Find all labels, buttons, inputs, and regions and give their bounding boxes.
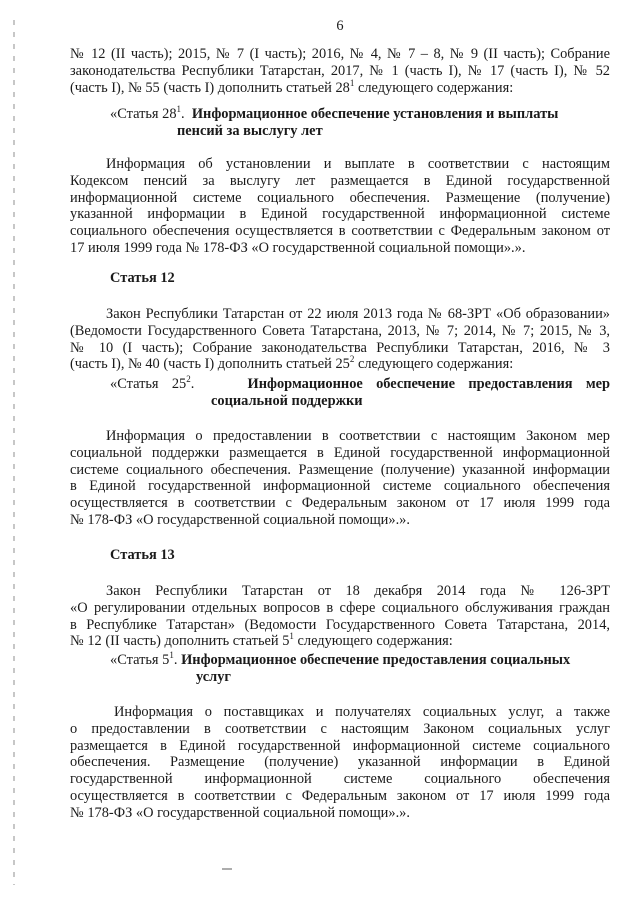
superscript: 1 — [349, 77, 355, 88]
text-line: Закон Республики Татарстан от 22 июля 2013 года № 68-ЗРТ «Об образовании» — [106, 306, 610, 322]
article-28-1-heading — [110, 106, 610, 140]
text-line: обеспечения. Размещение (получение) указанной информации в Единой — [70, 754, 610, 771]
article-13-title: Статья 13 — [110, 547, 175, 563]
text-line: информационной системе социального обеспечения. Размещение (получение) — [70, 189, 610, 206]
text-line: в Республике Татарстан» (Ведомости Государственного Совета Татарстана, 2014, — [70, 616, 610, 633]
text-line: осуществляется в соответствии с Федеральным законом от 17 июля 1999 года — [70, 495, 610, 512]
text-line: (часть I), № 40 (часть I) дополнить статьей $25^2$ следующего содержания: — [70, 354, 514, 373]
article-title: Информационное обеспечение предоставления социальных — [181, 652, 571, 668]
text-line: «О регулировании отдельных вопросов в сфере социального обслуживания граждан — [70, 599, 610, 616]
article-title: Информационное обеспечение предоставления мер — [247, 376, 611, 392]
text-line: социального обеспечения осуществляется в соответствии с Федеральным законом от — [70, 223, 610, 240]
text-line: (часть I), № 55 (часть I) дополнить статьей $28^1$ следующего содержания: — [70, 77, 514, 96]
article-12-title: Статья 12 — [110, 270, 175, 286]
text-line: № 178-ФЗ «О государственной социальной помощи».». — [70, 511, 410, 528]
article-5-1-body — [70, 704, 610, 822]
scan-smudge — [222, 868, 232, 870]
text-line: осуществляется в соответствии с Федеральным законом от 17 июля 1999 года — [70, 787, 610, 804]
text-line: Кодексом пенсий за выслугу лет размещается в Единой государственной — [70, 172, 610, 189]
page-number: 6 — [336, 18, 344, 34]
text-line: о предоставлении в соответствии с настоящим Законом социальных услуг — [70, 720, 610, 737]
scan-binding-edge — [13, 20, 15, 885]
text-line: № 10 (I часть); Собрание законодательства Республики Татарстан, 2016, № 3 — [70, 339, 610, 356]
text-line: № 178-ФЗ «О государственной социальной помощи».». — [70, 804, 410, 821]
text-line: (Ведомости Государственного Совета Татарстана, 2013, № 7; 2014, № 7; 2015, № 3, — [70, 322, 610, 339]
text-line: размещается в Единой государственной информационной системе социального — [70, 737, 610, 754]
text-line: № 12 (II часть) дополнить статьей $5^1$ следующего содержания: — [70, 631, 453, 650]
article-title-cont: пенсий за выслугу лет — [177, 122, 323, 139]
article-28-1-body — [70, 156, 610, 257]
article-quote: «Статья $5^1$. — [110, 650, 178, 668]
article-quote: «Статья $28^1$. — [110, 104, 185, 122]
text-line: указанной информации в Единой государственной информационной системе — [70, 206, 610, 223]
article-12-intro — [70, 306, 610, 373]
article-title-cont: социальной поддержки — [211, 392, 363, 409]
text-line: системе социального обеспечения. Размещение (получение) указанной информации — [70, 461, 610, 478]
text-line: Информация об установлении и выплате в соответствии с настоящим — [106, 156, 610, 172]
article-25-2-body — [70, 428, 610, 529]
article-13-intro — [70, 583, 610, 650]
text-line: социальной поддержки размещается в Единой государственной информационной — [70, 444, 610, 461]
text-line: Информация о поставщиках и получателях социальных услуг, а также — [114, 704, 610, 720]
article-quote: «Статья $25^2$. — [110, 374, 195, 392]
text-line: законодательства Республики Татарстан, 2017, № 1 (часть I), № 17 (часть I), № 52 — [70, 62, 610, 79]
text-line: государственной информационной системе социального обеспечения — [70, 771, 610, 788]
superscript: 2 — [349, 354, 355, 365]
text-line: Закон Республики Татарстан от 18 декабря 2014 года № 126-ЗРТ — [106, 583, 610, 599]
article-5-1-heading — [110, 652, 610, 686]
text-line: в Единой государственной информационной системе социального обеспечения — [70, 478, 610, 495]
superscript: 1 — [289, 631, 294, 642]
text-line: Информация о предоставлении в соответствии с настоящим Законом мер — [106, 428, 610, 444]
article-title: Информационное обеспечение установления и выплаты — [191, 106, 559, 122]
intro-paragraph — [70, 46, 610, 96]
text-line: № 12 (II часть); 2015, № 7 (I часть); 2016, № 4, № 7 – 8, № 9 (II часть); Собрание — [70, 46, 610, 62]
article-title-cont: услуг — [196, 668, 231, 685]
text-line: 17 июля 1999 года № 178-ФЗ «О государственной социальной помощи».». — [70, 239, 526, 256]
article-25-2-heading — [110, 376, 610, 410]
